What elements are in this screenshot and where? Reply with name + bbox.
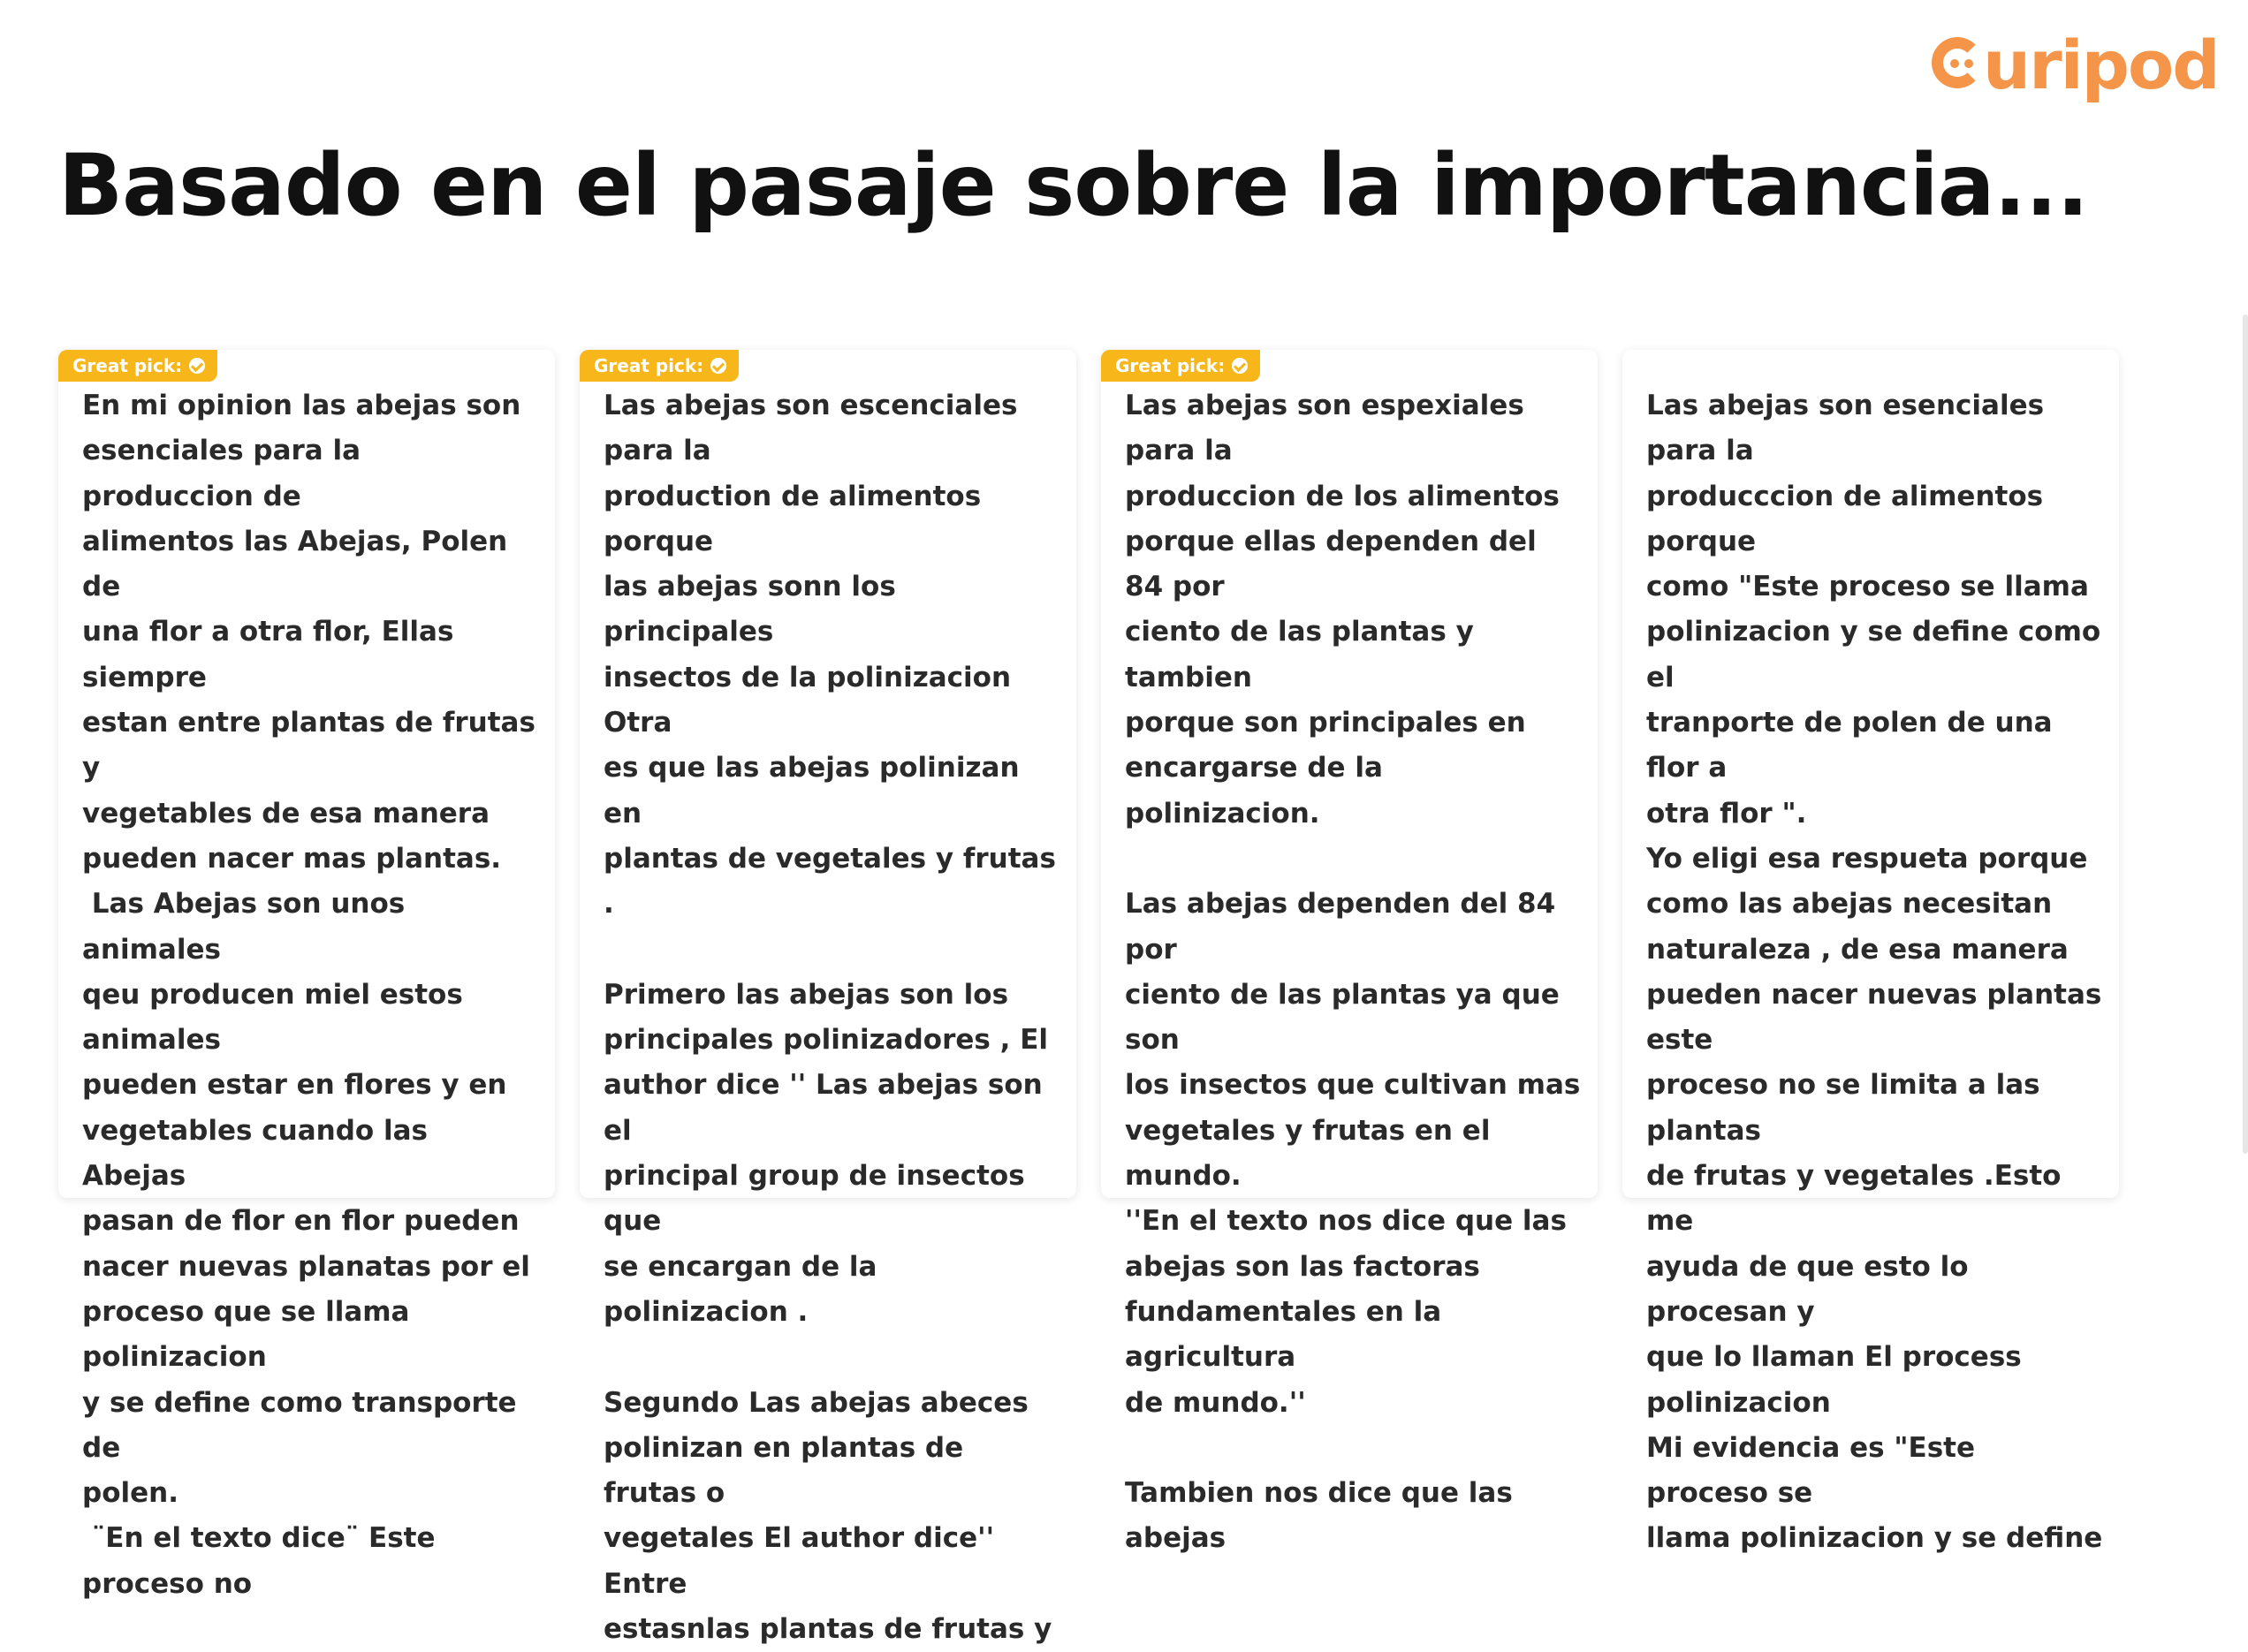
page-scrollbar[interactable]: [2243, 314, 2248, 1154]
verified-check-icon: [189, 358, 205, 374]
response-text: En mi opinion las abejas son esenciales para la produccion de alimentos las Abejas, Polen de una flor a otra flor, Ellas siempre estan entre plantas de frutas y vegetables de esa manera pueden nacer mas plantas. Las Abejas son unos animales qeu producen miel estos animales pueden estar en flores y en vegetables cuando las Abejas pasan de flor en flor pueden nacer nuevas planatas por el proceso que se llama polinizacion y se define como transporte de polen. ¨En el texto dice¨ Este proceso no: [82, 390, 535, 1600]
response-card[interactable]: [580, 350, 1076, 1646]
great-pick-badge: [580, 350, 739, 382]
verified-check-icon: [1232, 358, 1248, 374]
response-card[interactable]: [58, 350, 555, 1600]
page-title: Basado en el pasaje sobre la importancia...: [58, 136, 2088, 235]
great-pick-badge: [58, 350, 217, 382]
responses-grid: [58, 350, 2126, 1646]
response-text: Las abejas son escenciales para la production de alimentos porque las abejas sonn los principales insectos de la polinizacion Otra es que las abejas polinizan en plantas de vegetales y frutas . Primero las abejas son los principales polinizadores , El author dice '' Las abejas son el principal group de insectos que se encargan de la polinizacion . Segundo Las abejas abeces polinizan en plantas de frutas o vegetales El author dice'' Entre estasnlas plantas de frutas y: [604, 390, 1056, 1646]
response-text: Las abejas son esenciales para la producccion de alimentos porque como "Este proceso se llama polinizacion y se define como el tranporte de polen de una flor a otra flor ". Yo eligi esa respueta porque como las abejas necesitan naturaleza , de esa manera pueden nacer nuevas plantas este proceso no se limita a las plantas de frutas y vegetales .Esto me ayuda de que esto lo procesan y que lo llaman El process polinizacion Mi evidencia es "Este proceso se llama polinizacion y se define: [1646, 390, 2103, 1555]
great-pick-label: Great pick:: [72, 355, 183, 376]
great-pick-label: Great pick:: [1115, 355, 1226, 376]
response-card[interactable]: [1622, 350, 2119, 1555]
response-card[interactable]: [1101, 350, 1598, 1555]
great-pick-badge: [1101, 350, 1260, 382]
curipod-logo-mark-icon: [1932, 37, 1983, 88]
logo-text: uripod: [1983, 26, 2219, 104]
response-text: Las abejas son espexiales para la produccion de los alimentos porque ellas dependen del 84 por ciento de las plantas y tambien porque son principales en encargarse de la polinizacion. Las abejas dependen del 84 por ciento de las plantas ya que son los insectos que cultivan mas vegetales y frutas en el mundo. ''En el texto nos dice que las abejas son las factoras fundamentales en la agricultura de mundo.'' Tambien nos dice que las abejas: [1125, 390, 1581, 1555]
great-pick-label: Great pick:: [594, 355, 704, 376]
verified-check-icon: [710, 358, 726, 374]
curipod-logo: [1932, 21, 2219, 110]
